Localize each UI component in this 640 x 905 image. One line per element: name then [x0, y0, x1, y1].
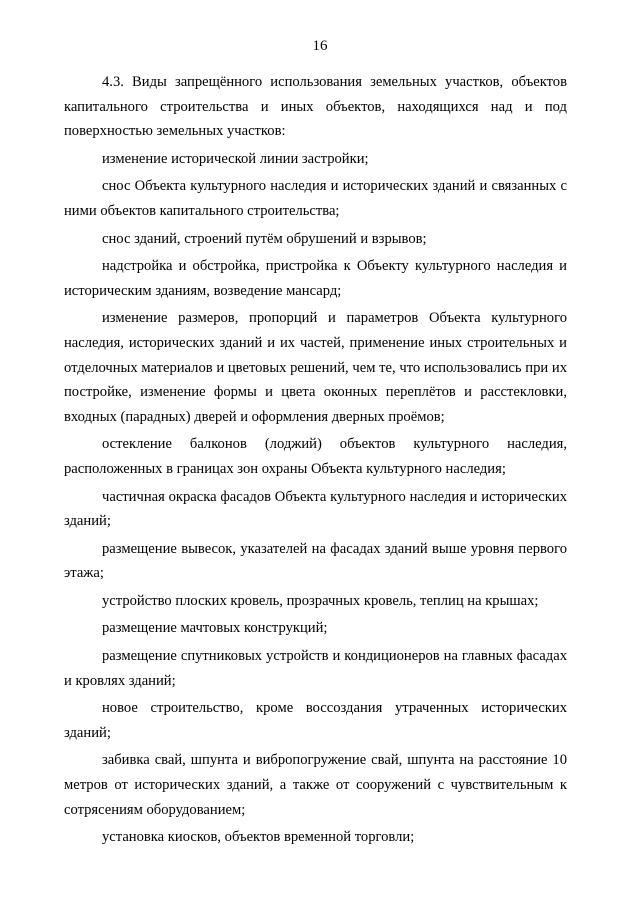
list-item: размещение вывесок, указателей на фасадах зданий выше уровня первого этажа; — [64, 540, 567, 582]
list-item: частичная окраска фасадов Объекта культурного наследия и исторических зданий; — [64, 488, 567, 530]
document-body — [64, 70, 567, 853]
page-number: 16 — [312, 38, 328, 54]
list-item: снос Объекта культурного наследия и исторических зданий и связанных с ними объектов капитального строительства; — [64, 178, 567, 219]
list-item: снос зданий, строений путём обрушений и взрывов; — [102, 230, 427, 247]
list-item: изменение размеров, пропорций и параметров Объекта культурного наследия, исторических зданий и их частей, применение иных строительных и отделочных материалов и цветовых решений, чем те, что использовались при их постройке, изменение формы и цвета оконных переплётов и расстекловки, входных (парадных) дверей и оформления дверных проёмов; — [64, 310, 567, 425]
list-item: изменение исторической линии застройки; — [102, 150, 369, 167]
list-item: забивка свай, шпунта и вибропогружение свай, шпунта на расстояние 10 метров от исторических зданий, а также от сооружений с чувствительным к сотрясениям оборудованием; — [64, 752, 567, 818]
section-heading-paragraph: 4.3. Виды запрещённого использования земельных участков, объектов капитального строительства и иных объектов, находящихся над и под поверхностью земельных участков: — [64, 74, 567, 140]
list-item: размещение спутниковых устройств и кондиционеров на главных фасадах и кровлях зданий; — [64, 648, 567, 689]
list-item: новое строительство, кроме воссоздания утраченных исторических зданий; — [64, 700, 567, 741]
list-item: размещение мачтовых конструкций; — [102, 620, 328, 637]
list-item: устройство плоских кровель, прозрачных кровель, теплиц на крышах; — [102, 592, 539, 609]
list-item: надстройка и обстройка, пристройка к Объекту культурного наследия и историческим зданиям, возведение мансард; — [64, 258, 567, 299]
list-item: установка киосков, объектов временной торговли; — [102, 829, 415, 846]
list-item: остекление балконов (лоджий) объектов культурного наследия, расположенных в границах зон охраны Объекта культурного наследия; — [64, 436, 567, 477]
